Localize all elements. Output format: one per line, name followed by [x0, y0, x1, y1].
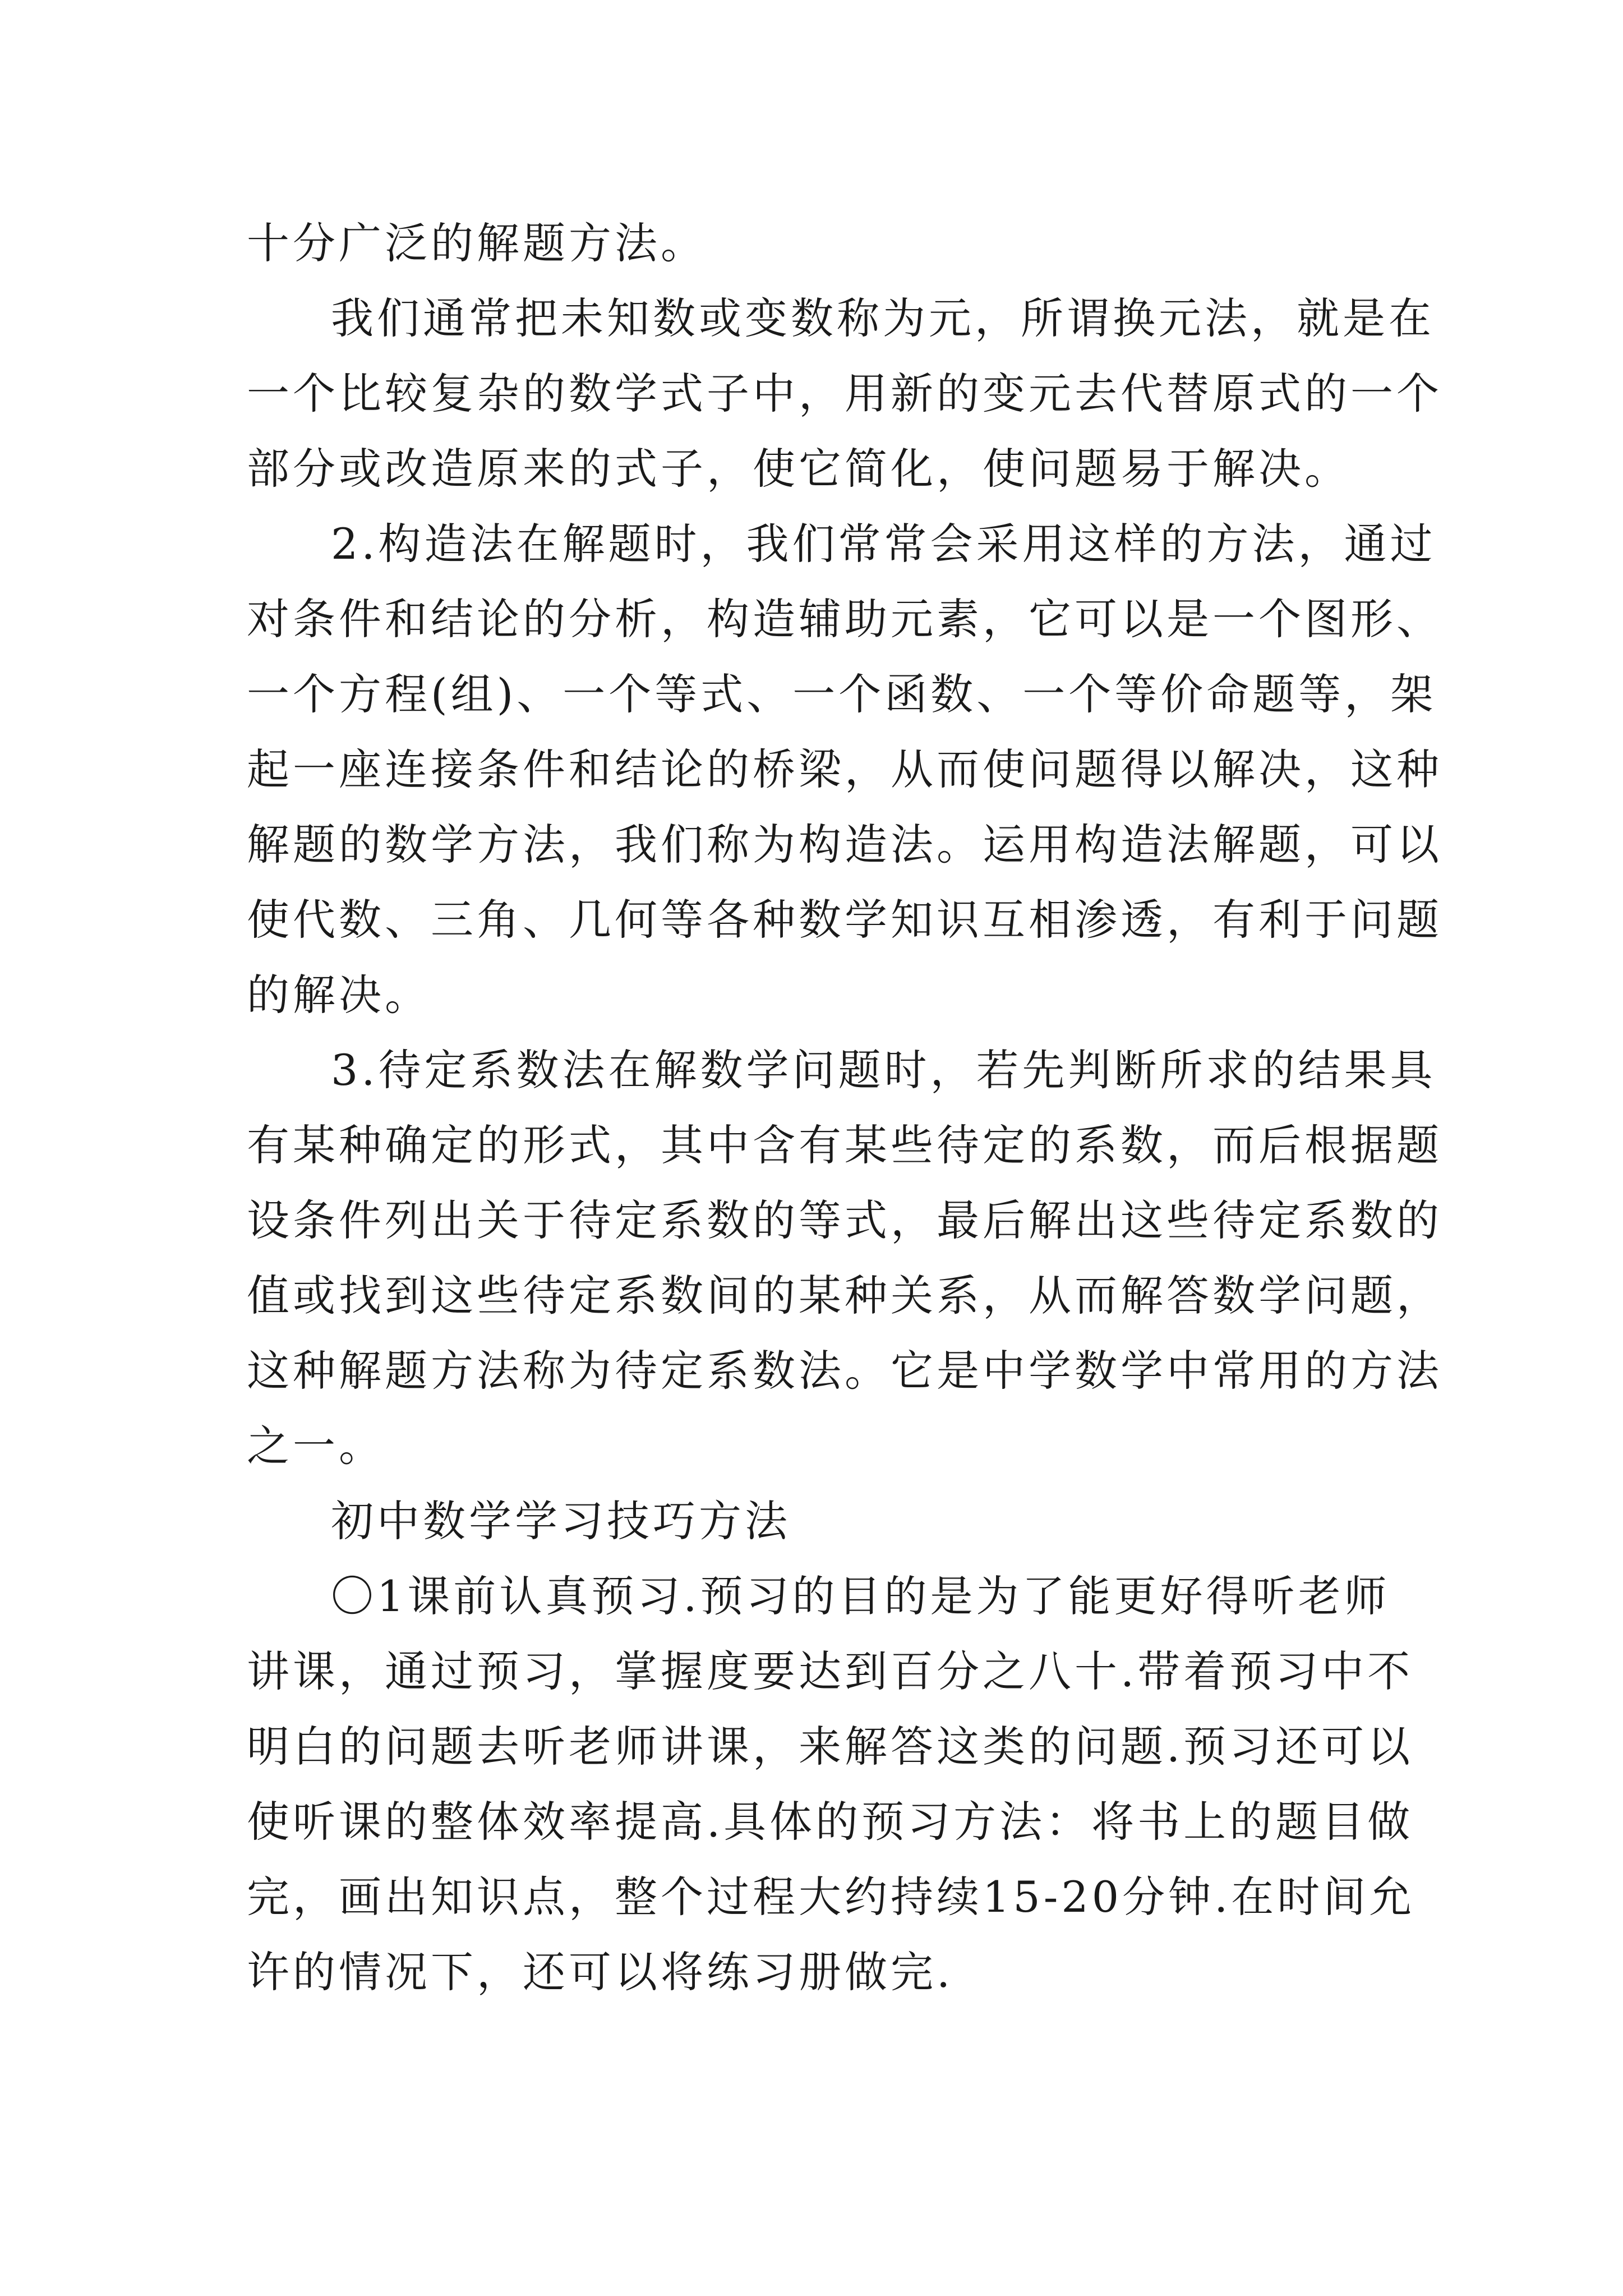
text-line: 之一。	[247, 1421, 385, 1471]
text-line: 部分或改造原来的式子，使它简化，使问题易于解决。	[247, 444, 1350, 494]
text-line: 一个比较复杂的数学式子中，用新的变元去代替原式的一个	[247, 369, 1442, 418]
text-line: 使代数、三角、几何等各种数学知识互相渗透，有利于问题	[247, 895, 1442, 945]
text-line: 明白的问题去听老师讲课，来解答这类的问题.预习还可以	[247, 1722, 1414, 1772]
section-2-construction-method: 2.构造法在解题时，我们常常会采用这样的方法，通过	[331, 519, 1436, 569]
text-line: 这种解题方法称为待定系数法。它是中学数学中常用的方法	[247, 1346, 1442, 1396]
text-line: 对条件和结论的分析，构造辅助元素，它可以是一个图形、	[247, 594, 1442, 644]
text-line: 完，画出知识点，整个过程大约持续15-20分钟.在时间允	[247, 1872, 1415, 1922]
text-line: 的解决。	[247, 970, 431, 1020]
section-heading: 初中数学学习技巧方法	[331, 1496, 791, 1546]
text-line: 解题的数学方法，我们称为构造法。运用构造法解题，可以	[247, 820, 1442, 869]
text-line: 起一座连接条件和结论的桥梁，从而使问题得以解决，这种	[247, 744, 1442, 794]
tip-1-preview-line: 〇1课前认真预习.预习的目的是为了能更好得听老师	[331, 1571, 1390, 1621]
text-line: 值或找到这些待定系数间的某种关系，从而解答数学问题，	[247, 1271, 1442, 1320]
text-line: 一个方程(组)、一个等式、一个函数、一个等价命题等，架	[247, 669, 1437, 719]
text-line: 使听课的整体效率提高.具体的预习方法：将书上的题目做	[247, 1797, 1414, 1847]
paragraph-start-line: 我们通常把未知数或变数称为元，所谓换元法，就是在	[331, 293, 1435, 343]
text-line: 有某种确定的形式，其中含有某些待定的系数，而后根据题	[247, 1120, 1442, 1170]
text-line: 十分广泛的解题方法。	[247, 218, 707, 268]
text-line: 讲课，通过预习，掌握度要达到百分之八十.带着预习中不	[247, 1646, 1414, 1696]
text-line: 设条件列出关于待定系数的等式，最后解出这些待定系数的	[247, 1195, 1442, 1245]
text-line: 许的情况下，还可以将练习册做完.	[247, 1947, 954, 1997]
section-3-undetermined-coefficients: 3.待定系数法在解数学问题时，若先判断所求的结果具	[331, 1045, 1436, 1095]
